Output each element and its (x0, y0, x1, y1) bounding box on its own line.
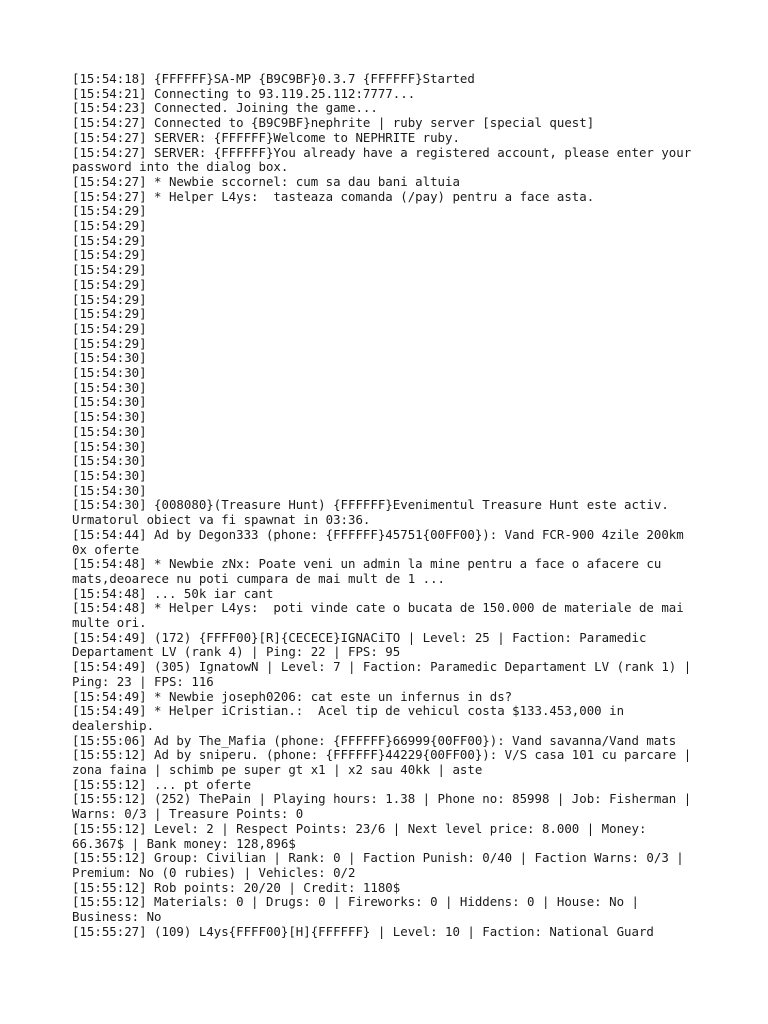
log-line: [15:54:29] (72, 232, 147, 248)
log-line: [15:54:49] * Newbie joseph0206: cat este un infernus in ds? (72, 688, 513, 704)
log-line: [15:54:30] (72, 438, 147, 454)
log-line: [15:54:30] (72, 350, 147, 366)
log-line: [15:54:29] (72, 306, 147, 322)
log-line: [15:54:27] Connected to {B9C9BF}nephrite | ruby server [special quest] (72, 115, 595, 131)
log-line: [15:55:12] Materials: 0 | Drugs: 0 | Fireworks: 0 | Hiddens: 0 | House: No | Business: No (72, 894, 647, 925)
log-line: [15:54:27] * Newbie sccornel: cum sa dau bani altuia (72, 173, 460, 189)
log-line: [15:54:29] (72, 276, 147, 292)
log-line: [15:54:21] Connecting to 93.119.25.112:7777... (72, 85, 416, 101)
log-line: [15:54:29] (72, 320, 147, 336)
log-line: [15:54:30] (72, 482, 147, 498)
log-line: [15:55:12] Group: Civilian | Rank: 0 | Faction Punish: 0/40 | Faction Warns: 0/3 | Premium: No (0 rubies) | Vehicles: 0/2 (72, 850, 692, 880)
log-line: [15:55:27] (109) L4ys{FFFF00}[H]{FFFFFF} | Level: 10 | Faction: National Guard (72, 923, 654, 939)
log-line: [15:54:27] * Helper L4ys: tasteaza comanda (/pay) pentru a face asta. (72, 188, 595, 204)
log-line: [15:54:29] (72, 335, 147, 351)
chat-log (72, 72, 702, 939)
log-line: [15:54:49] (305) IgnatowN | Level: 7 | Faction: Paramedic Departament LV (rank 1) | Ping: 23 | FPS: 116 (72, 659, 699, 689)
log-line: [15:55:12] Ad by sniperu. (phone: {FFFFFF}44229{00FF00}): V/S casa 101 cu parcare | zona faina | schimb pe super gt x1 | x2 sau 40kk | aste (72, 747, 699, 778)
log-line: [15:54:30] (72, 394, 147, 410)
log-line: [15:54:29] (72, 262, 147, 278)
log-line: [15:55:06] Ad by The_Mafia (phone: {FFFFFF}66999{00FF00}): Vand savanna/Vand mats (72, 732, 677, 748)
log-line: [15:54:30] (72, 365, 147, 381)
log-line: [15:54:30] (72, 453, 147, 469)
log-line: [15:54:27] SERVER: {FFFFFF}You already have a registered account, please enter your password into the dialog box. (72, 144, 699, 175)
log-line: [15:54:49] (172) {FFFF00}[R]{CECECE}IGNACiTO | Level: 25 | Faction: Paramedic Departament LV (rank 4) | Ping: 22 | FPS: 95 (72, 629, 654, 660)
log-line: [15:54:18] {FFFFFF}SA-MP {B9C9BF}0.3.7 {FFFFFF}Started (72, 71, 475, 86)
log-line: [15:54:29] (72, 291, 147, 307)
log-line: [15:54:29] (72, 247, 147, 263)
log-line: [15:55:12] ... pt oferte (72, 776, 252, 792)
log-line: [15:54:30] (72, 379, 147, 395)
log-line: [15:54:48] * Helper L4ys: poti vinde cate o bucata de 150.000 de materiale de mai multe ori. (72, 600, 692, 631)
log-line: [15:54:29] (72, 218, 147, 234)
log-line: [15:54:48] * Newbie zNx: Poate veni un admin la mine pentru a face o afacere cu mats,deoarece nu poti cumpara de mai mult de 1 ... (72, 556, 669, 586)
log-line: [15:54:30] (72, 467, 147, 483)
log-line: [15:54:27] SERVER: {FFFFFF}Welcome to NEPHRITE ruby. (72, 129, 460, 145)
log-line: [15:54:30] {008080}(Treasure Hunt) {FFFFFF}Evenimentul Treasure Hunt este activ. Urmatorul obiect va fi spawnat in 03:36. (72, 497, 677, 528)
log-line: [15:54:30] (72, 423, 147, 439)
log-line: [15:54:23] Connected. Joining the game... (72, 100, 378, 116)
log-line: [15:54:49] * Helper iCristian.: Acel tip de vehicul costa $133.453,000 in dealership. (72, 703, 632, 733)
log-line: [15:54:44] Ad by Degon333 (phone: {FFFFFF}45751{00FF00}): Vand FCR-900 4zile 200km 0x oferte (72, 526, 692, 557)
log-line: [15:54:30] (72, 409, 147, 425)
log-line: [15:54:48] ... 50k iar cant (72, 585, 274, 601)
log-line: [15:55:12] Rob points: 20/20 | Credit: 1180$ (72, 879, 401, 895)
log-line: [15:55:12] Level: 2 | Respect Points: 23/6 | Next level price: 8.000 | Money: 66.367$ | Bank money: 128,896$ (72, 820, 654, 851)
log-line: [15:54:29] (72, 203, 147, 219)
log-line: [15:55:12] (252) ThePain | Playing hours: 1.38 | Phone no: 85998 | Job: Fisherman | Warns: 0/3 | Treasure Points: 0 (72, 791, 699, 822)
